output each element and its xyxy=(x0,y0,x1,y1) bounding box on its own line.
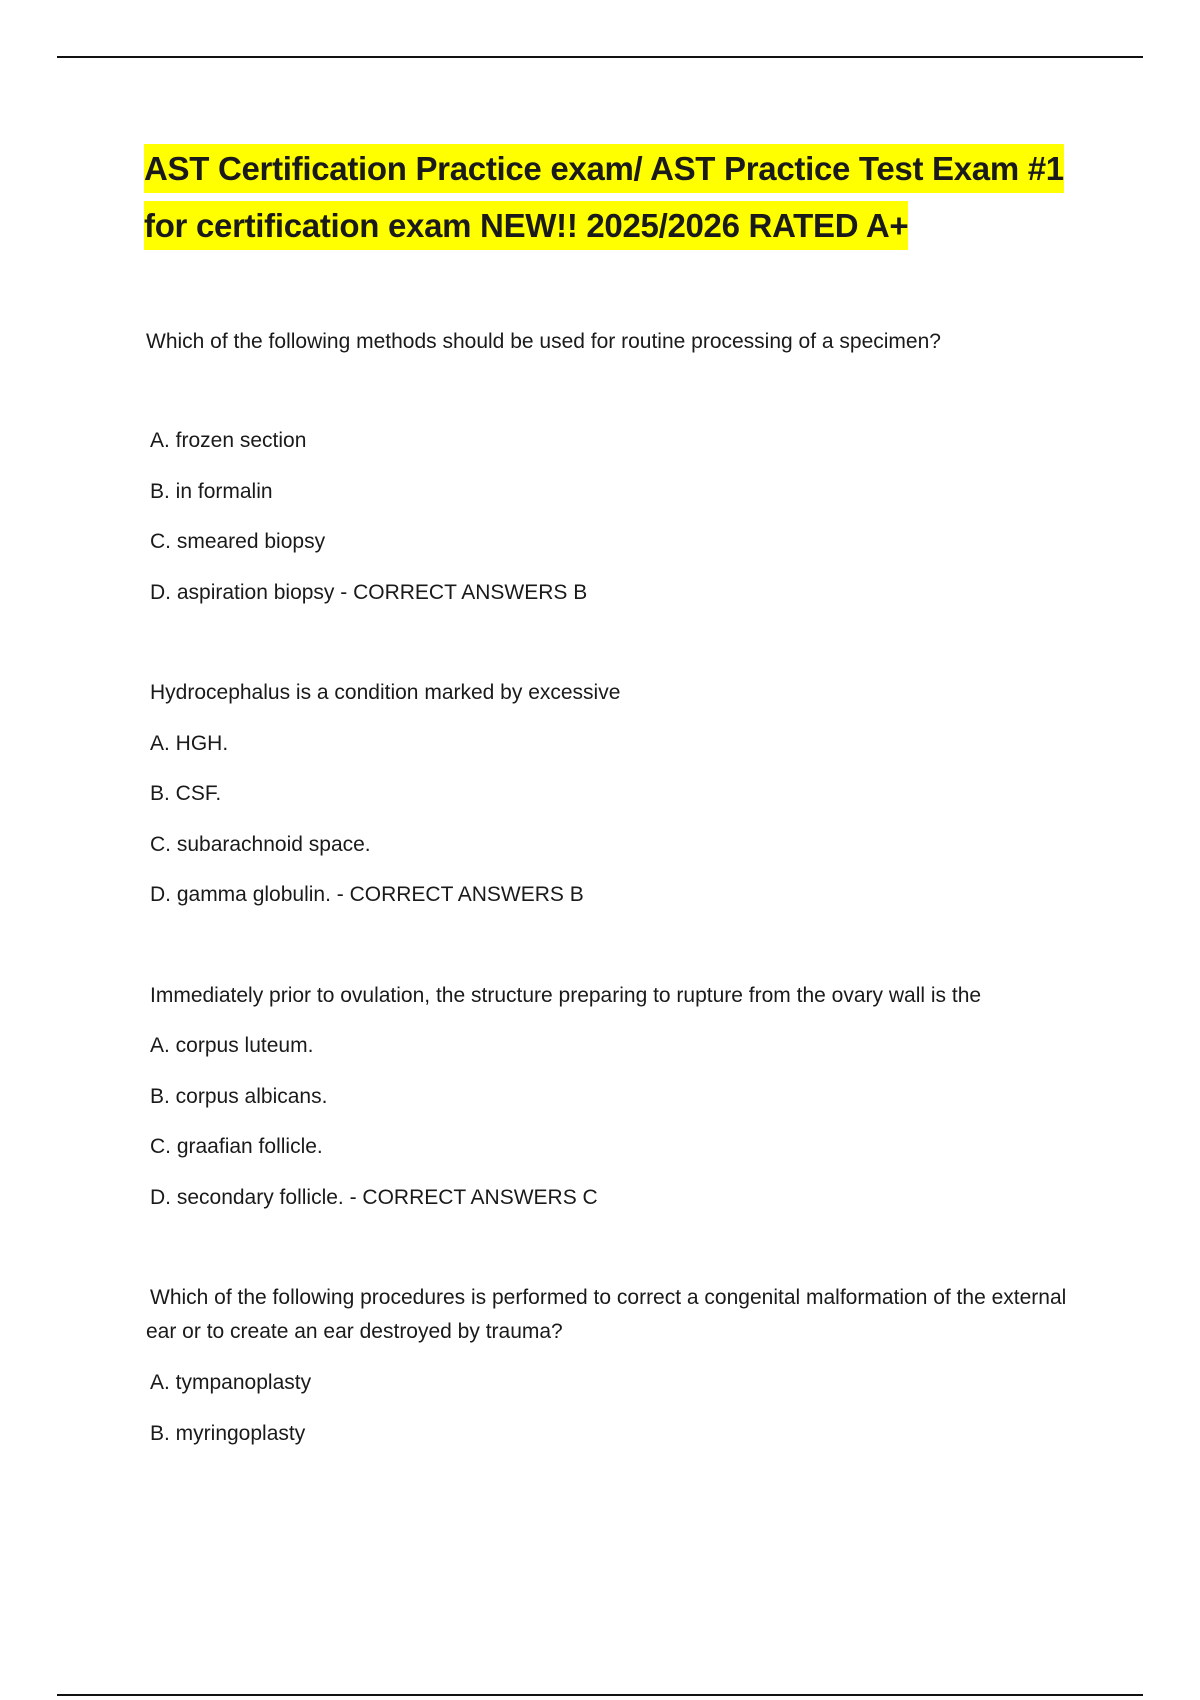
answer-option-with-correct-answer: D. aspiration biopsy - CORRECT ANSWERS B xyxy=(150,581,588,604)
answer-option: C. graafian follicle. xyxy=(150,1135,323,1158)
answer-option: A. corpus luteum. xyxy=(150,1034,314,1057)
answer-option-with-correct-answer: D. gamma globulin. - CORRECT ANSWERS B xyxy=(150,883,584,906)
answer-option: A. HGH. xyxy=(150,732,229,755)
answer-option: A. tympanoplasty xyxy=(150,1371,312,1394)
answer-option: B. in formalin xyxy=(150,480,273,503)
top-rule xyxy=(57,56,1143,58)
answer-option: B. corpus albicans. xyxy=(150,1085,328,1108)
bottom-rule xyxy=(57,1694,1143,1696)
title-highlight: AST Certification Practice exam/ AST Practice Test Exam #1 for certification exam NEW!! 2025/2026 RATED A+ xyxy=(144,144,1064,250)
answer-option: B. myringoplasty xyxy=(150,1422,306,1445)
answer-option: C. subarachnoid space. xyxy=(150,833,371,856)
question-text: Immediately prior to ovulation, the structure preparing to rupture from the ovary wall is the xyxy=(150,984,982,1007)
question-text: Hydrocephalus is a condition marked by excessive xyxy=(150,681,621,704)
question-text: Which of the following methods should be used for routine processing of a specimen? xyxy=(146,330,941,353)
document-title xyxy=(144,140,1084,254)
answer-option: A. frozen section xyxy=(150,429,307,452)
answer-option-with-correct-answer: D. secondary follicle. - CORRECT ANSWERS C xyxy=(150,1186,598,1209)
answer-option: B. CSF. xyxy=(150,782,222,805)
answer-option: C. smeared biopsy xyxy=(150,530,326,553)
question-text: Which of the following procedures is performed to correct a congenital malformation of the external ear or to create an ear destroyed by trauma? xyxy=(146,1286,1067,1343)
